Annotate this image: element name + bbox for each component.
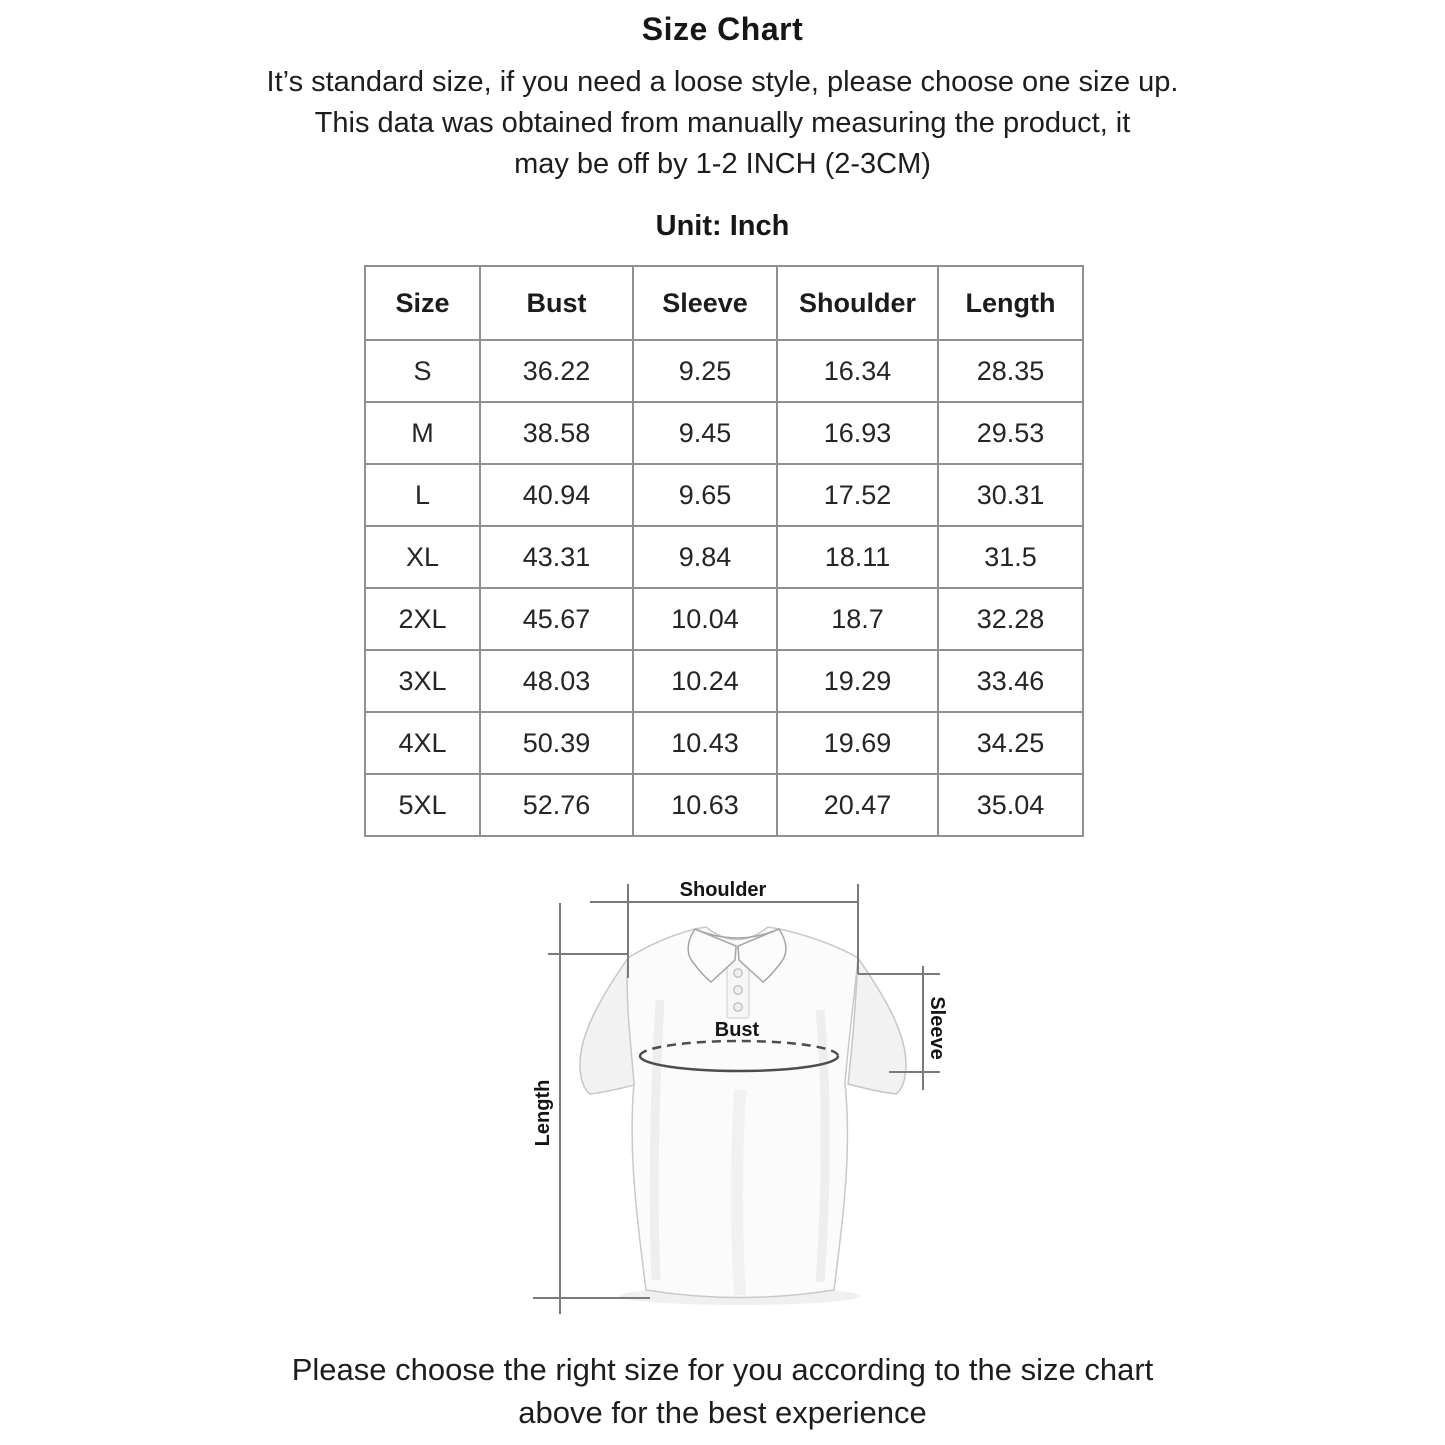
shoulder-cell: 17.52: [777, 464, 938, 526]
bust-cell: 43.31: [480, 526, 633, 588]
table-row: [365, 526, 1083, 588]
column-header-size: Size: [365, 266, 480, 340]
size-cell: 2XL: [365, 588, 480, 650]
footer-line: above for the best experience: [518, 1395, 927, 1430]
sleeve-cell: 10.24: [633, 650, 777, 712]
table-row: [365, 402, 1083, 464]
shoulder-cell: 20.47: [777, 774, 938, 836]
button: [734, 986, 742, 994]
measurement-diagram: [480, 862, 980, 1340]
bust-cell: 52.76: [480, 774, 633, 836]
bust-cell: 36.22: [480, 340, 633, 402]
size-cell: XL: [365, 526, 480, 588]
button: [734, 1003, 742, 1011]
size-table: [364, 265, 1084, 837]
sleeve-cell: 9.25: [633, 340, 777, 402]
table-row: [365, 340, 1083, 402]
length-cell: 28.35: [938, 340, 1083, 402]
shoulder-cell: 16.93: [777, 402, 938, 464]
size-cell: 5XL: [365, 774, 480, 836]
size-cell: M: [365, 402, 480, 464]
bust-cell: 50.39: [480, 712, 633, 774]
table-row: [365, 774, 1083, 836]
length-cell: 33.46: [938, 650, 1083, 712]
footer-line: Please choose the right size for you according to the size chart: [291, 1352, 1154, 1387]
column-header-sleeve: Sleeve: [633, 266, 777, 340]
page-title: Size Chart: [641, 11, 804, 47]
sleeve-cell: 10.43: [633, 712, 777, 774]
polo-shirt-illustration: [580, 927, 906, 1298]
length-cell: 35.04: [938, 774, 1083, 836]
shoulder-diagram-label: Shoulder: [679, 879, 767, 901]
bust-cell: 40.94: [480, 464, 633, 526]
shoulder-cell: 19.29: [777, 650, 938, 712]
length-cell: 29.53: [938, 402, 1083, 464]
description-line: may be off by 1-2 INCH (2-3CM): [514, 148, 931, 180]
description-line: This data was obtained from manually measuring the product, it: [314, 107, 1131, 139]
sleeve-cell: 9.65: [633, 464, 777, 526]
sleeve-cell: 10.04: [633, 588, 777, 650]
table-row: [365, 588, 1083, 650]
sleeve-cell: 9.45: [633, 402, 777, 464]
column-header-length: Length: [938, 266, 1083, 340]
length-cell: 30.31: [938, 464, 1083, 526]
button: [734, 969, 742, 977]
sleeve-diagram-label: Sleeve: [926, 996, 948, 1060]
size-cell: 3XL: [365, 650, 480, 712]
table-row: [365, 464, 1083, 526]
length-diagram-label: Length: [532, 1079, 554, 1147]
shoulder-cell: 18.7: [777, 588, 938, 650]
bust-diagram-label: Bust: [714, 1019, 760, 1041]
table-row: [365, 650, 1083, 712]
sleeve-cell: 10.63: [633, 774, 777, 836]
shoulder-cell: 18.11: [777, 526, 938, 588]
size-cell: S: [365, 340, 480, 402]
size-cell: 4XL: [365, 712, 480, 774]
size-description: [0, 62, 1445, 185]
shoulder-cell: 16.34: [777, 340, 938, 402]
table-header-row: [365, 266, 1083, 340]
table-row: [365, 712, 1083, 774]
column-header-bust: Bust: [480, 266, 633, 340]
length-cell: 31.5: [938, 526, 1083, 588]
footer-note: [0, 1348, 1445, 1434]
unit-label: Unit: Inch: [655, 210, 790, 242]
bust-cell: 48.03: [480, 650, 633, 712]
size-cell: L: [365, 464, 480, 526]
length-cell: 34.25: [938, 712, 1083, 774]
column-header-shoulder: Shoulder: [777, 266, 938, 340]
sleeve-cell: 9.84: [633, 526, 777, 588]
bust-cell: 38.58: [480, 402, 633, 464]
length-cell: 32.28: [938, 588, 1083, 650]
bust-cell: 45.67: [480, 588, 633, 650]
shoulder-cell: 19.69: [777, 712, 938, 774]
description-line: It’s standard size, if you need a loose style, please choose one size up.: [266, 66, 1179, 98]
